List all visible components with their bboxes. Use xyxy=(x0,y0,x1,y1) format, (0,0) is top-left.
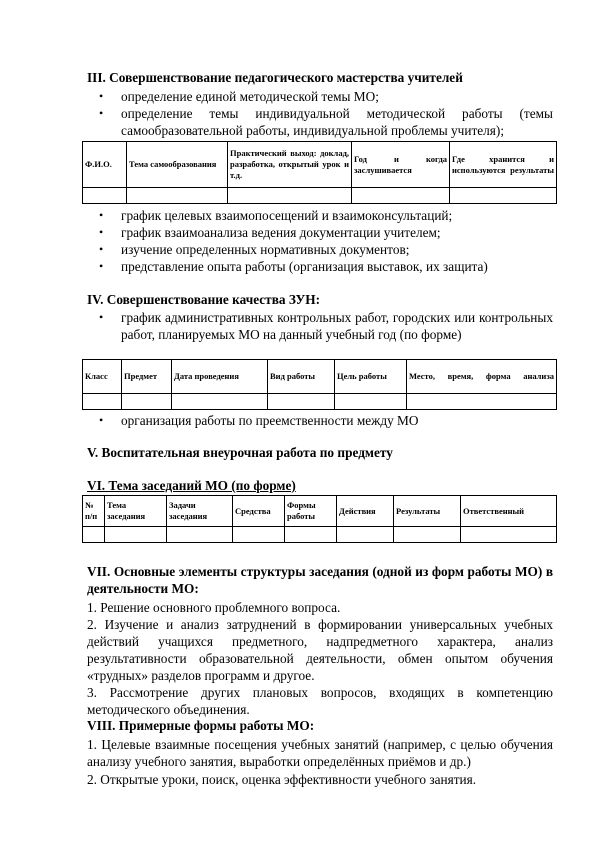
list-item: • представление опыта работы (организация выставок, их защита) xyxy=(97,258,553,275)
table-header-cell: Тема заседания xyxy=(105,496,167,527)
table-header-cell: Вид работы xyxy=(268,360,335,394)
table-header-cell: № п/п xyxy=(83,496,105,527)
table-cell xyxy=(83,188,127,204)
table-cell xyxy=(394,527,461,543)
table-header-cell: Средства xyxy=(233,496,285,527)
table-cell xyxy=(122,394,172,410)
control-works-table xyxy=(82,359,557,410)
section-8-item: 1. Целевые взаимные посещения учебных занятий (например, с целью обучения анализу учебного занятия, выработки определённых приёмов и др.) xyxy=(87,737,553,769)
section-4-bullets-a xyxy=(97,309,553,343)
table-header-cell: Результаты xyxy=(394,496,461,527)
table-cell xyxy=(335,394,407,410)
table-header-cell: Ф.И.О. xyxy=(83,142,127,188)
table-row xyxy=(83,527,557,543)
table-cell xyxy=(127,188,228,204)
section-4-bullets-b xyxy=(97,412,553,429)
section-4-title: IV. Совершенствование качества ЗУН: xyxy=(87,292,321,307)
table-cell xyxy=(450,188,557,204)
table-cell xyxy=(233,527,285,543)
table-header-cell: Ответственный xyxy=(461,496,557,527)
table-header-cell: Действия xyxy=(337,496,394,527)
table-header-cell: Дата проведения xyxy=(172,360,268,394)
table-row xyxy=(83,394,557,410)
table-header-cell: Цель работы xyxy=(335,360,407,394)
table-cell xyxy=(461,527,557,543)
section-8-item: 2. Открытые уроки, поиск, оценка эффективности учебного занятия. xyxy=(87,772,477,787)
table-cell xyxy=(352,188,450,204)
list-item: • график взаимоанализа ведения документации учителем; xyxy=(97,224,553,241)
table-header-cell: Где хранится и используются результаты xyxy=(450,142,557,188)
table-cell xyxy=(337,527,394,543)
table-cell xyxy=(167,527,233,543)
list-item: • организация работы по преемственности между МО xyxy=(97,412,553,429)
section-7-item: 1. Решение основного проблемного вопроса. xyxy=(87,600,341,615)
section-7-item: 2. Изучение и анализ затруднений в формировании универсальных учебных действий учащихся предметного, надпредметного характера, анализ результативности образовательной деятельности, обмен опытом обучения «трудных» разделов программ и другое. xyxy=(87,617,553,683)
table-header-cell: Практический выход: доклад, разработка, открытый урок и т.д. xyxy=(228,142,352,188)
section-7-title: VII. Основные элементы структуры заседания (одной из форм работы МО) в деятельности МО: xyxy=(87,564,553,596)
table-header-cell: Предмет xyxy=(122,360,172,394)
section-3-title: III. Совершенствование педагогического мастерства учителей xyxy=(87,70,463,85)
table-header-cell: Формы работы xyxy=(285,496,337,527)
list-item: • график административных контрольных работ, городских или контрольных работ, планируемых МО на данный учебный год (по форме) xyxy=(97,309,553,343)
list-item: • определение темы индивидуальной методической работы (темы самообразовательной работы, индивидуальной проблемы учителя); xyxy=(97,105,553,139)
table-cell xyxy=(407,394,557,410)
table-header-cell: Тема самообразования xyxy=(127,142,228,188)
section-3-bullets-b xyxy=(97,207,553,275)
self-education-table xyxy=(82,141,557,204)
list-item: • определение единой методической темы МО; xyxy=(97,88,553,105)
table-cell xyxy=(83,394,122,410)
table-row xyxy=(83,188,557,204)
table-cell xyxy=(83,527,105,543)
table-header-cell: Класс xyxy=(83,360,122,394)
list-item: • график целевых взаимопосещений и взаимоконсультаций; xyxy=(97,207,553,224)
section-6-title: VI. Тема заседаний МО (по форме) xyxy=(87,478,296,493)
table-cell xyxy=(228,188,352,204)
section-5-title: V. Воспитательная внеурочная работа по предмету xyxy=(87,445,393,460)
section-3-bullets-a xyxy=(97,88,553,139)
table-cell xyxy=(285,527,337,543)
table-header-cell: Год и когда заслушивается xyxy=(352,142,450,188)
table-cell xyxy=(172,394,268,410)
list-item: • изучение определенных нормативных документов; xyxy=(97,241,553,258)
table-header-cell: Задачи заседания xyxy=(167,496,233,527)
table-header-cell: Место, время, форма анализа xyxy=(407,360,557,394)
meetings-table xyxy=(82,495,557,543)
table-cell xyxy=(268,394,335,410)
table-cell xyxy=(105,527,167,543)
section-7-item: 3. Рассмотрение других плановых вопросов, входящих в компетенцию методического объединения. xyxy=(87,685,553,717)
section-8-title: VIII. Примерные формы работы МО: xyxy=(87,718,315,733)
